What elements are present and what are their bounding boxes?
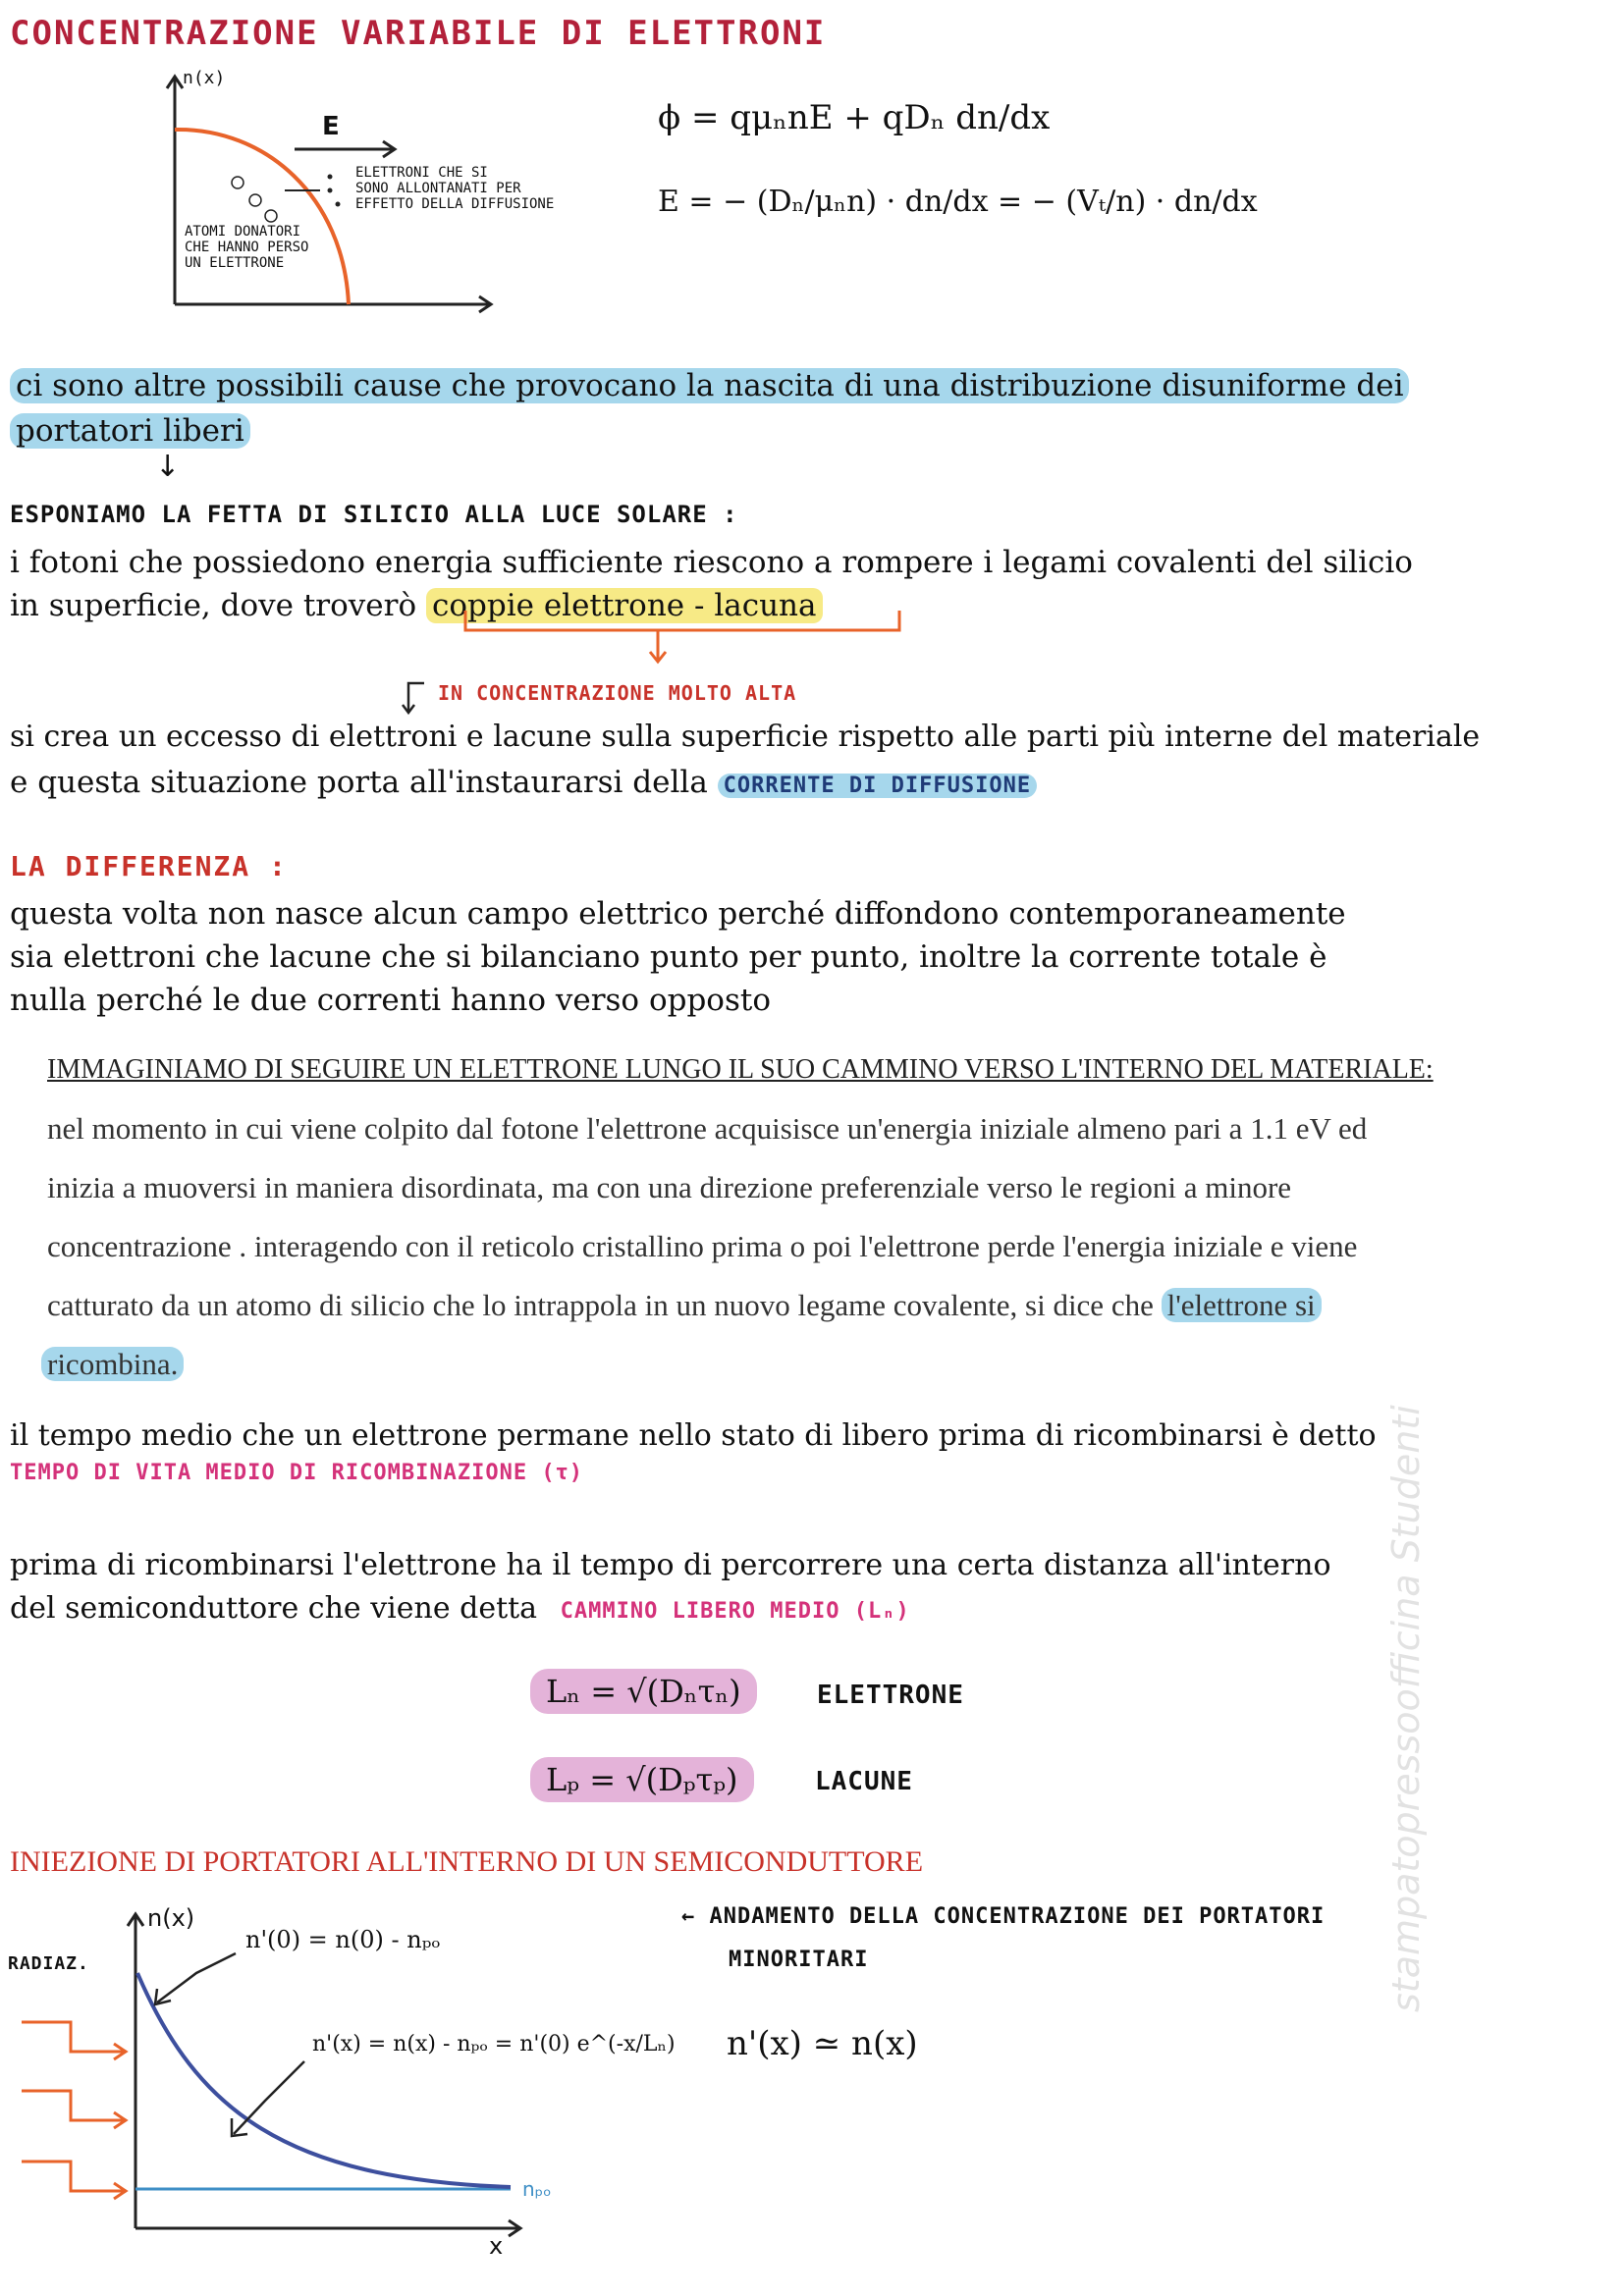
mean-free-path-term: CAMMINO LIBERO MEDIO (Lₙ) — [560, 1599, 910, 1624]
page-title: CONCENTRAZIONE VARIABILE DI ELETTRONI — [10, 14, 827, 53]
ln-formula: Lₙ = √(Dₙτₙ) — [530, 1669, 757, 1714]
field-equation: E = − (Dₙ/μₙn) · dn/dx = − (Vₜ/n) · dn/dx — [658, 185, 1258, 219]
section4-title: INIEZIONE DI PORTATORI ALL'INTERNO DI UN SEMICONDUTTORE — [10, 1845, 924, 1878]
approx-formula: n'(x) ≃ n(x) — [727, 2024, 918, 2063]
fig-injection-svg — [0, 1904, 668, 2277]
current-equation: ϕ = qμₙnE + qDₙ dn/dx — [658, 98, 1051, 137]
down-arrow: ↓ — [155, 450, 181, 484]
electrons-note: ELETTRONI CHE SI SONO ALLONTANATI PER EFFETTO DELLA DIFFUSIONE — [355, 165, 555, 212]
para3-line2: e questa situazione porta all'instaurarsi della CORRENTE DI DIFFUSIONE — [10, 760, 1037, 809]
para1-line1: ci sono altre possibili cause che provocano la nascita di una distribuzione disuniforme dei — [10, 363, 1409, 408]
para4-line2: sia elettroni che lacune che si bilanciano punto per punto, inoltre la corrente totale è — [10, 939, 1327, 975]
typed-line5: ricombina. — [41, 1347, 184, 1382]
para4-line3: nulla perché le due correnti hanno verso opposto — [10, 983, 771, 1018]
trend-note-line2: MINORITARI — [729, 1948, 869, 1972]
nx-pointer — [234, 2061, 304, 2134]
para2-line2: in superficie, dove troverò coppie elettrone - lacuna — [10, 583, 823, 628]
radiation-label: RADIAZ. — [8, 1953, 89, 1974]
section1-title: ESPONIAMO LA FETTA DI SILICIO ALLA LUCE SOLARE : — [10, 501, 738, 528]
section2-title: LA DIFFERENZA : — [10, 850, 288, 882]
fig2-x-label: x — [489, 2232, 504, 2260]
fig-depletion — [147, 68, 555, 324]
watermark: stampatopressoofficina Studenti — [1384, 1405, 1428, 2012]
n0-pointer — [157, 1953, 236, 2002]
n0-label: n'(0) = n(0) - nₚₒ — [245, 1926, 441, 1953]
nx-label: n'(x) = n(x) - nₚₒ = n'(0) e^(-x/Lₙ) — [312, 2032, 676, 2056]
decay-curve — [137, 1973, 511, 2187]
concentration-note: IN CONCENTRAZIONE MOLTO ALTA — [438, 681, 797, 705]
para6-line1: prima di ricombinarsi l'elettrone ha il tempo di percorrere una certa distanza all'interno — [10, 1548, 1331, 1582]
para6-line2: del semiconduttore che viene detta CAMMINO LIBERO MEDIO (Lₙ) — [10, 1591, 910, 1626]
para5: il tempo medio che un elettrone permane nello stato di libero prima di ricombinarsi è detto — [10, 1418, 1377, 1453]
section3-title: IMMAGINIAMO DI SEGUIRE UN ELETTRONE LUNGO IL SUO CAMMINO VERSO L'INTERNO DEL MATERIALE: — [47, 1054, 1434, 1085]
para3-line1: si crea un eccesso di elettroni e lacune sulla superficie rispetto alle parti più interne del materiale — [10, 720, 1481, 754]
pairs-bracket — [461, 609, 903, 667]
field-label: E — [322, 112, 340, 141]
note-arrow — [401, 677, 430, 717]
fig1-concentration-curve — [175, 130, 349, 304]
lp-label: LACUNE — [815, 1767, 913, 1796]
fig-injection — [0, 1904, 676, 2277]
radiation-arrows — [22, 2022, 126, 2199]
para4-line1: questa volta non nasce alcun campo elettrico perché diffondono contemporaneamente — [10, 896, 1346, 932]
diffusion-current-term: CORRENTE DI DIFFUSIONE — [718, 774, 1037, 798]
donor-atoms — [232, 177, 277, 222]
ln-label: ELETTRONE — [817, 1681, 964, 1710]
typed-line1: nel momento in cui viene colpito dal fotone l'elettrone acquisisce un'energia iniziale almeno pari a 1.1 eV ed — [47, 1111, 1368, 1146]
atoms-note: ATOMI DONATORI CHE HANNO PERSO UN ELETTRONE — [185, 224, 309, 271]
lp-formula: Lₚ = √(Dₚτₚ) — [530, 1757, 754, 1802]
typed-line2: inizia a muoversi in maniera disordinata, ma con una direzione preferenziale verso le regioni a minore — [47, 1170, 1292, 1204]
npo-label: nₚₒ — [522, 2177, 552, 2201]
lifetime-term: TEMPO DI VITA MEDIO DI RICOMBINAZIONE (τ) — [10, 1461, 584, 1485]
typed-line4: catturato da un atomo di silicio che lo intrappola in un nuovo legame covalente, si dice che l'elettrone si — [47, 1288, 1322, 1323]
trend-note-line1: ← ANDAMENTO DELLA CONCENTRAZIONE DEI PORTATORI — [681, 1904, 1326, 1929]
typed-line3: concentrazione . interagendo con il reticolo cristallino prima o poi l'elettrone perde l'energia iniziale e viene — [47, 1229, 1358, 1263]
electrons — [328, 175, 341, 207]
fig2-y-label: n(x) — [147, 1904, 195, 1932]
para2-line1: i fotoni che possiedono energia sufficiente riescono a rompere i legami covalenti del silicio — [10, 545, 1413, 580]
pairs-highlight: coppie elettrone - lacuna — [426, 588, 823, 623]
fig1-y-label: n(x) — [183, 68, 226, 88]
para1-line2: portatori liberi — [10, 408, 250, 454]
